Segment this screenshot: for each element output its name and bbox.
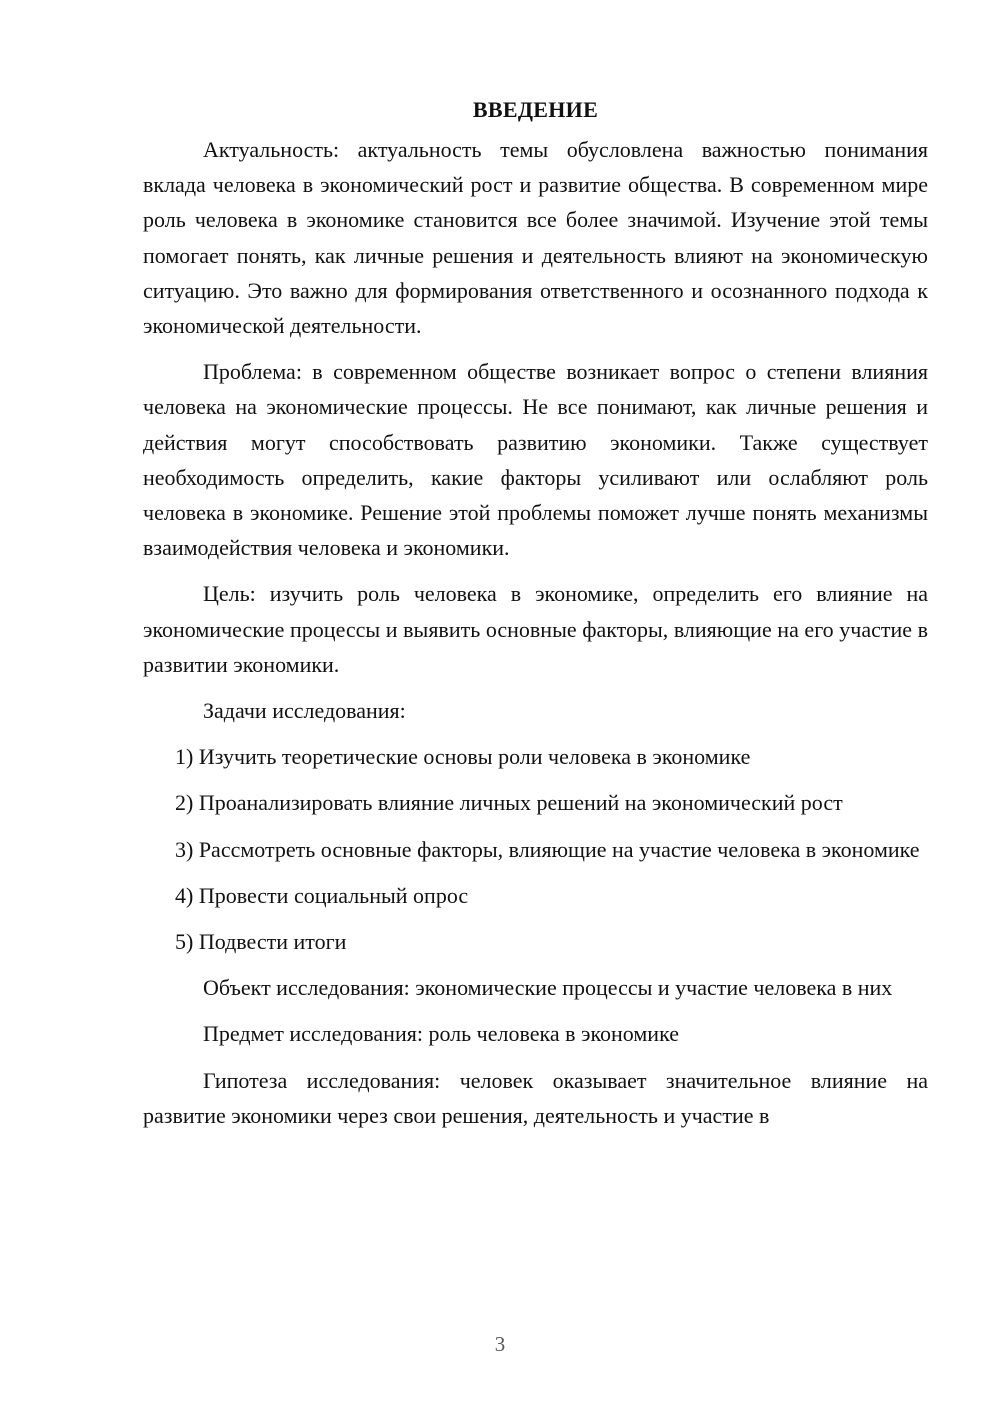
problem-paragraph: Проблема: в современном обществе возникает вопрос о степени влияния человека на экономические процессы. Не все понимают, как личные решения и действия могут способствовать развитию экономики. Также существует необходимость определить, какие факторы усиливают или ослабляют роль человека в экономике. Решение этой проблемы поможет лучше понять механизмы взаимодействия человека и экономики.: [143, 359, 928, 561]
section-title: ВВЕДЕНИЕ: [472, 97, 599, 122]
document-body: [143, 93, 928, 1144]
task-item-2: 2) Проанализировать влияние личных решений на экономический рост: [175, 790, 843, 816]
relevance-paragraph: Актуальность: актуальность темы обусловлена важностью понимания вклада человека в экономический рост и развитие общества. В современном мире роль человека в экономике становится все более значимой. Изучение этой темы помогает понять, как личные решения и деятельность влияют на экономическую ситуацию. Это важно для формирования ответственного и осознанного подхода к экономической деятельности.: [143, 137, 928, 339]
research-object-paragraph: Объект исследования: экономические процессы и участие человека в них: [203, 975, 893, 1001]
tasks-heading: Задачи исследования:: [203, 698, 406, 724]
page-number: 3: [494, 1332, 506, 1356]
research-hypothesis-paragraph: Гипотеза исследования: человек оказывает значительное влияние на развитие экономики через свои решения, деятельность и участие в: [143, 1067, 928, 1128]
task-item-4: 4) Провести социальный опрос: [175, 882, 469, 908]
goal-paragraph: Цель: изучить роль человека в экономике, определить его влияние на экономические процессы и выявить основные факторы, влияющие на его участие в развитии экономики.: [143, 581, 928, 677]
task-item-5: 5) Подвести итоги: [175, 929, 347, 955]
task-item-1: 1) Изучить теоретические основы роли человека в экономике: [175, 744, 751, 770]
task-item-3: 3) Рассмотреть основные факторы, влияющие на участие человека в экономике: [175, 836, 920, 862]
research-subject-paragraph: Предмет исследования: роль человека в экономике: [203, 1021, 679, 1047]
